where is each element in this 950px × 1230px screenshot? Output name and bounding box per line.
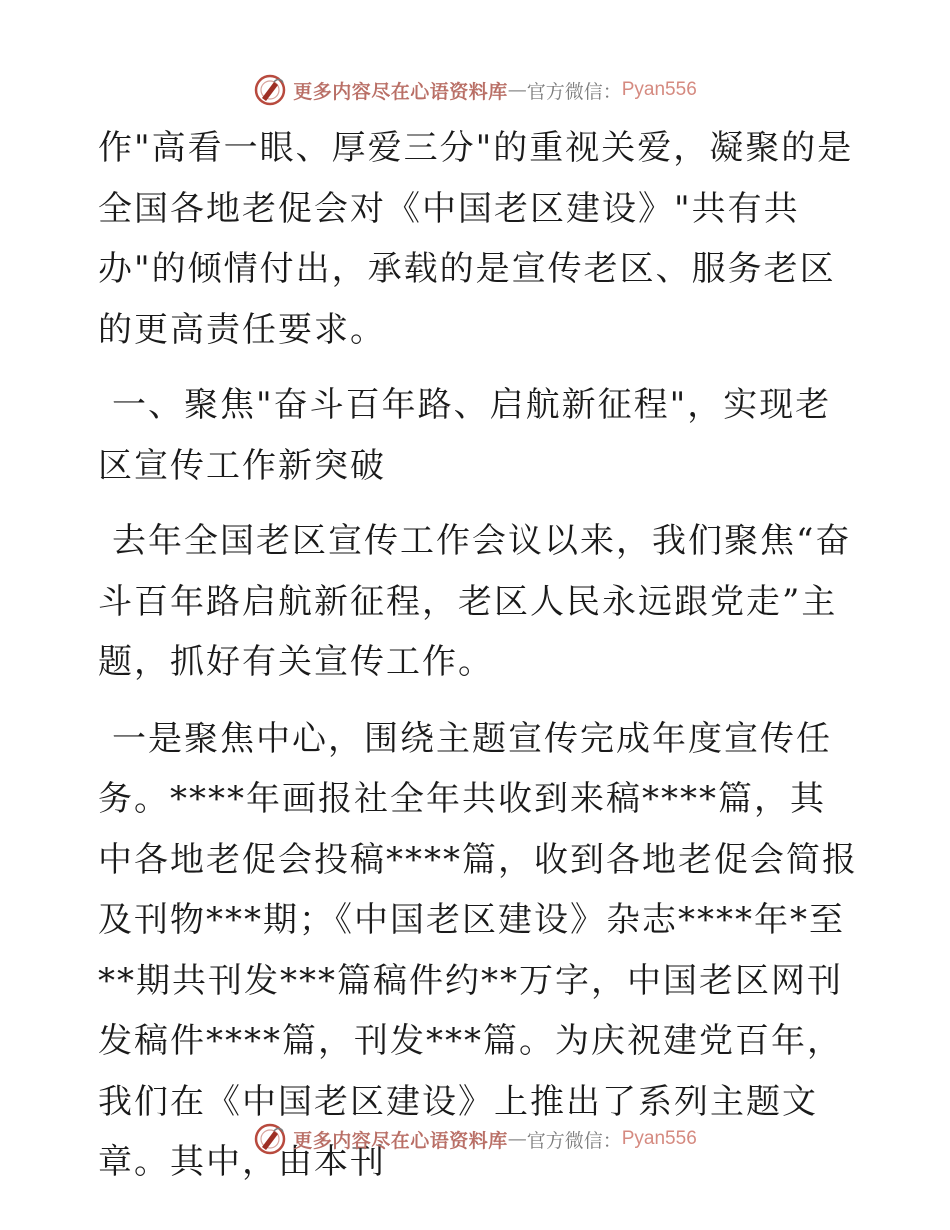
paragraph-continued: 作"高看一眼、厚爱三分"的重视关爱，凝聚的是全国各地老促会对《中国老区建设》"共有共办"的倾情付出，承载的是宣传老区、服务老区的更高责任要求。: [98, 128, 854, 350]
header-site-name: 更多内容尽在心语资料库: [293, 80, 508, 103]
header-wechat-account: Pyan556: [621, 79, 697, 100]
document-body: [98, 118, 858, 1193]
paragraph-intro: 去年全国老区宣传工作会议以来，我们聚焦“奋斗百年路启航新征程，老区人民永远跟党走”主题，抓好有关宣传工作。: [98, 521, 852, 682]
mouse-in-circle-logo-icon: [253, 73, 287, 107]
footer-watermark: [0, 1119, 950, 1159]
footer-wechat-account: Pyan556: [621, 1128, 697, 1149]
footer-wechat-label: 官方微信：: [526, 1129, 622, 1152]
paragraph-point-one: 一是聚焦中心，围绕主题宣传完成年度宣传任务。****年画报社全年共收到来稿****篇，其中各地老促会投稿****篇，收到各地老促会简报及刊物***期；《中国老区建设》杂志****年*至**期共刊发***篇稿件约**万字，中国老区网刊发稿件****篇，刊发***篇。为庆祝建党百年，我们在《中国老区建设》上推出了系列主题文章。其中，由本刊: [98, 718, 858, 1182]
section-heading: 一、聚焦"奋斗百年路、启航新征程"，实现老区宣传工作新突破: [98, 385, 832, 486]
header-watermark: [0, 70, 950, 110]
header-wechat-label: 官方微信：: [526, 80, 622, 103]
footer-site-name: 更多内容尽在心语资料库: [293, 1129, 508, 1152]
mouse-in-circle-logo-icon: [253, 1122, 287, 1156]
header-separator: —: [507, 79, 527, 101]
footer-separator: —: [507, 1128, 527, 1150]
